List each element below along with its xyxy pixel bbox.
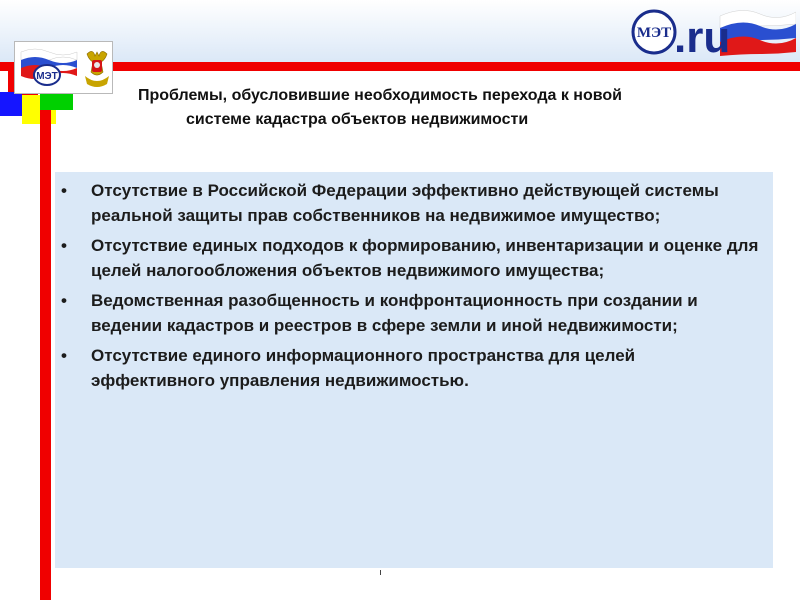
bullet-item xyxy=(61,288,759,338)
bullet-text: Ведомственная разобщенность и конфронтационность при создании и ведении кадастров и реестров в сфере земли и иной недвижимости; xyxy=(91,291,698,335)
bullet-list xyxy=(55,172,773,393)
bottom-tick xyxy=(380,570,381,575)
title-line-1: Проблемы, обусловившие необходимость перехода к новой xyxy=(138,87,622,104)
svg-text:.ru: .ru xyxy=(674,13,731,56)
bullet-item xyxy=(61,343,759,393)
bullet-item xyxy=(61,233,759,283)
svg-text:МЭТ: МЭТ xyxy=(636,25,672,41)
bullet-text: Отсутствие единых подходов к формированию, инвентаризации и оценке для целей налогообложения объектов недвижимого имущества; xyxy=(91,236,759,280)
bullet-item xyxy=(61,178,759,228)
svg-text:МЭТ: МЭТ xyxy=(36,71,58,82)
content-panel xyxy=(55,172,773,568)
bullet-dot: • xyxy=(61,181,67,200)
slide-title xyxy=(138,84,768,132)
bullet-text: Отсутствие единого информационного пространства для целей эффективного управления недвижимостью. xyxy=(91,346,636,390)
header-red-line xyxy=(0,62,800,71)
title-line-2: системе кадастра объектов недвижимости xyxy=(186,111,529,128)
met-logo-icon xyxy=(630,6,796,56)
emblem-box xyxy=(14,41,113,94)
coat-of-arms-icon xyxy=(15,42,112,93)
blue-block xyxy=(0,92,22,116)
bullet-text: Отсутствие в Российской Федерации эффективно действующей системы реальной защиты прав собственников на недвижимое имущество; xyxy=(91,181,719,225)
bullet-dot: • xyxy=(61,346,67,365)
bullet-dot: • xyxy=(61,236,67,255)
vertical-red-bar xyxy=(40,110,51,600)
bullet-dot: • xyxy=(61,291,67,310)
